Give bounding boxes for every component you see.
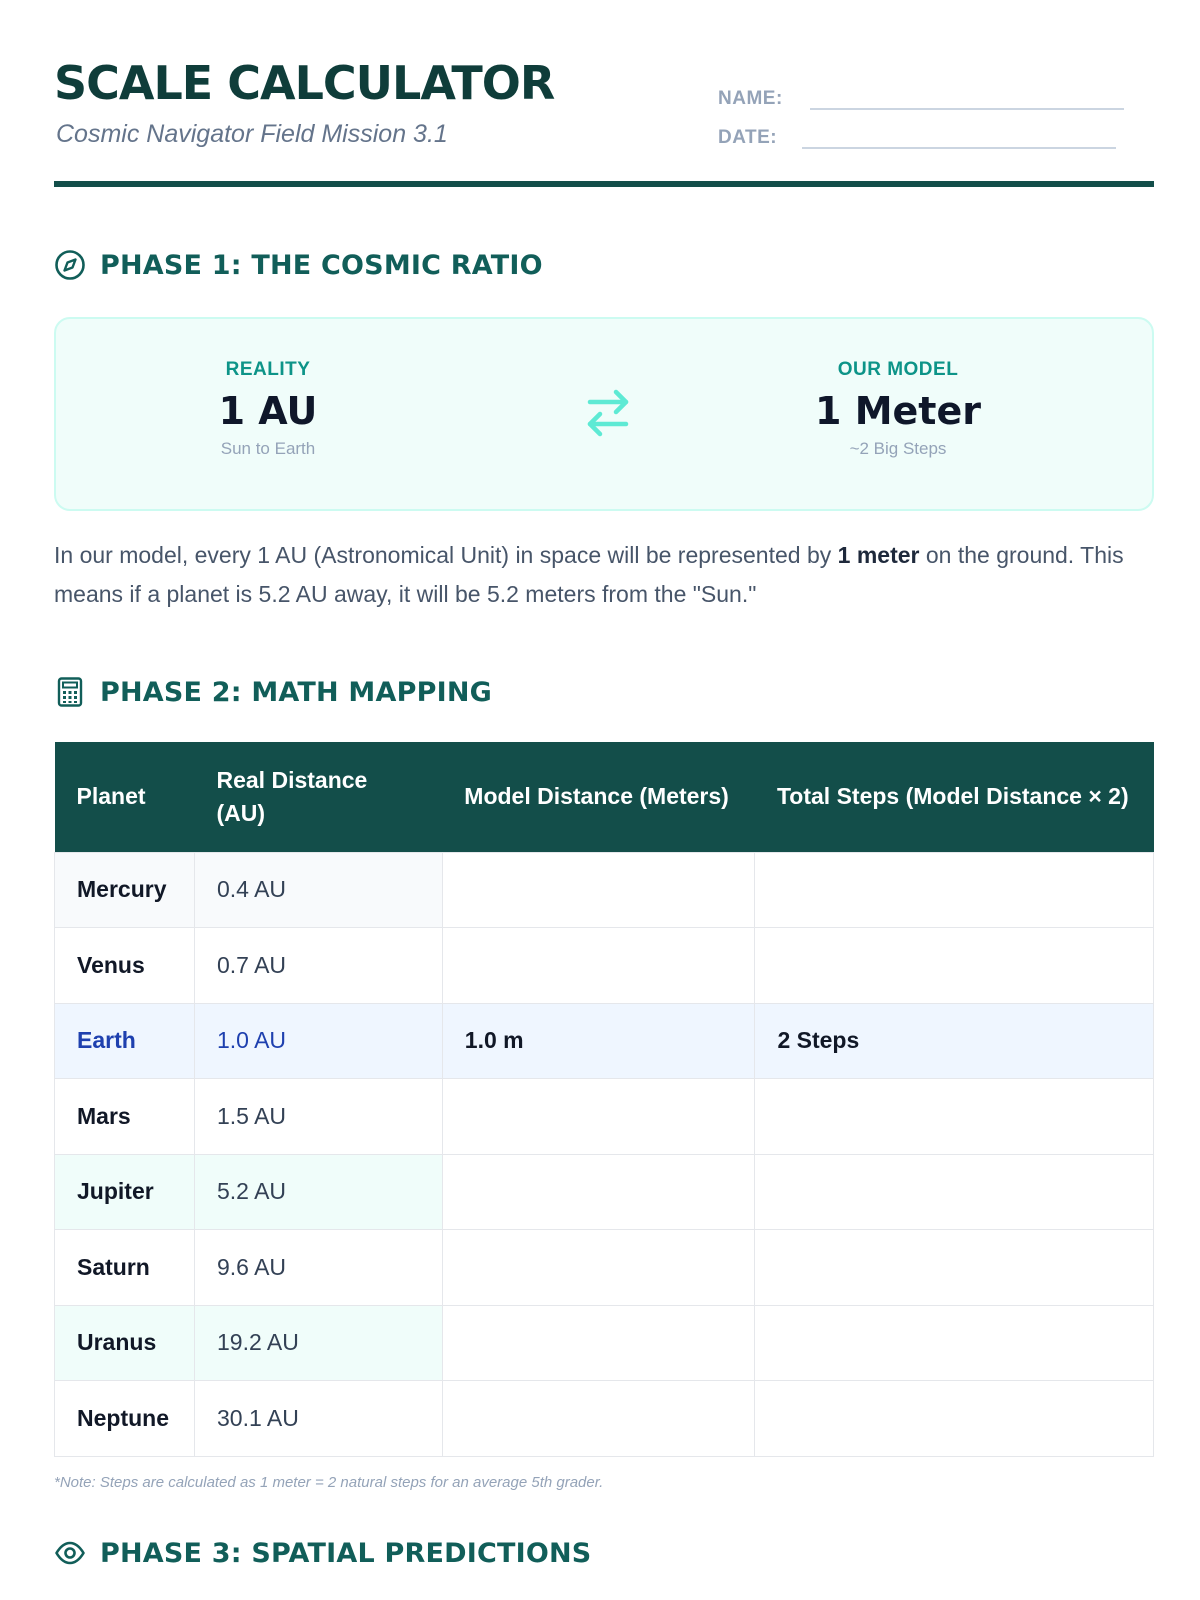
phase1-heading xyxy=(54,249,543,281)
column-header-real-distance: Real Distance (AU) xyxy=(194,742,442,852)
phase1-title: PHASE 1: THE COSMIC RATIO xyxy=(100,249,543,281)
total-steps-input[interactable] xyxy=(755,1154,1154,1230)
phase3-title: PHASE 3: SPATIAL PREDICTIONS xyxy=(100,1537,592,1569)
reality-label: REALITY xyxy=(225,359,311,380)
real-distance: 0.7 AU xyxy=(194,928,442,1004)
date-field[interactable] xyxy=(802,147,1116,149)
page-title: SCALE CALCULATOR xyxy=(54,56,555,110)
date-label: DATE: xyxy=(718,127,778,148)
model-distance-input[interactable] xyxy=(442,928,755,1004)
real-distance: 5.2 AU xyxy=(194,1154,442,1230)
page-subtitle: Cosmic Navigator Field Mission 3.1 xyxy=(56,120,448,148)
model-distance-value: 1.0 m xyxy=(442,1003,755,1079)
ratio-card xyxy=(54,317,1154,511)
planet-name: Saturn xyxy=(55,1230,195,1306)
eye-icon xyxy=(54,1537,86,1569)
total-steps-input[interactable] xyxy=(755,1230,1154,1306)
arrows-swap-icon xyxy=(584,387,632,439)
real-distance: 1.5 AU xyxy=(194,1079,442,1155)
intro-text-start: In our model, every 1 AU (Astronomical Unit) in space will be represented by xyxy=(54,542,838,568)
model-value: 1 Meter xyxy=(815,389,981,433)
column-header-total-steps: Total Steps (Model Distance × 2) xyxy=(755,742,1154,852)
table-row-mercury xyxy=(55,852,1154,928)
table-row-uranus xyxy=(55,1305,1154,1381)
real-distance: 9.6 AU xyxy=(194,1230,442,1306)
steps-footnote: *Note: Steps are calculated as 1 meter = 2 natural steps for an average 5th grader. xyxy=(54,1474,604,1491)
model-distance-input[interactable] xyxy=(442,1154,755,1230)
real-distance: 19.2 AU xyxy=(194,1305,442,1381)
table-row-saturn xyxy=(55,1230,1154,1306)
calculator-icon xyxy=(54,676,86,708)
intro-text-end: on the ground. This means if a planet is 5.2 AU away, it will be 5.2 meters from the "Sun." xyxy=(54,542,1124,607)
total-steps-input[interactable] xyxy=(755,852,1154,928)
model-distance-input[interactable] xyxy=(442,852,755,928)
model-distance-input[interactable] xyxy=(442,1230,755,1306)
table-row-earth xyxy=(55,1003,1154,1079)
table-header-row xyxy=(55,742,1154,852)
intro-text-bold: 1 meter xyxy=(837,542,920,568)
model-label: OUR MODEL xyxy=(837,359,959,380)
planet-name: Uranus xyxy=(55,1305,195,1381)
table-row-venus xyxy=(55,928,1154,1004)
reality-panel xyxy=(108,359,428,459)
real-distance: 1.0 AU xyxy=(194,1003,442,1079)
total-steps-value: 2 Steps xyxy=(755,1003,1154,1079)
planet-name: Mercury xyxy=(55,852,195,928)
header-divider xyxy=(54,181,1154,187)
real-distance: 30.1 AU xyxy=(194,1381,442,1457)
ratio-explanation xyxy=(54,536,1154,614)
planet-name: Earth xyxy=(55,1003,195,1079)
planet-name: Mars xyxy=(55,1079,195,1155)
model-note: ~2 Big Steps xyxy=(849,439,947,458)
compass-icon xyxy=(54,249,86,281)
planet-name: Neptune xyxy=(55,1381,195,1457)
worksheet-header xyxy=(54,0,1154,190)
reality-value: 1 AU xyxy=(218,389,318,433)
planet-distance-table xyxy=(54,742,1154,1457)
model-distance-input[interactable] xyxy=(442,1079,755,1155)
column-header-planet: Planet xyxy=(55,742,195,852)
name-label: NAME: xyxy=(718,88,783,109)
column-header-model-distance: Model Distance (Meters) xyxy=(442,742,755,852)
planet-name: Jupiter xyxy=(55,1154,195,1230)
model-distance-input[interactable] xyxy=(442,1305,755,1381)
total-steps-input[interactable] xyxy=(755,1079,1154,1155)
table-row-jupiter xyxy=(55,1154,1154,1230)
total-steps-input[interactable] xyxy=(755,1381,1154,1457)
planet-name: Venus xyxy=(55,928,195,1004)
total-steps-input[interactable] xyxy=(755,1305,1154,1381)
phase2-heading xyxy=(54,676,492,708)
name-field[interactable] xyxy=(810,108,1124,110)
table-row-mars xyxy=(55,1079,1154,1155)
model-panel xyxy=(738,359,1058,459)
table-row-neptune xyxy=(55,1381,1154,1457)
total-steps-input[interactable] xyxy=(755,928,1154,1004)
worksheet-page xyxy=(54,0,1154,1569)
reality-note: Sun to Earth xyxy=(220,439,316,458)
phase3-heading xyxy=(54,1537,591,1569)
real-distance: 0.4 AU xyxy=(194,852,442,928)
phase2-title: PHASE 2: MATH MAPPING xyxy=(100,676,492,708)
model-distance-input[interactable] xyxy=(442,1381,755,1457)
